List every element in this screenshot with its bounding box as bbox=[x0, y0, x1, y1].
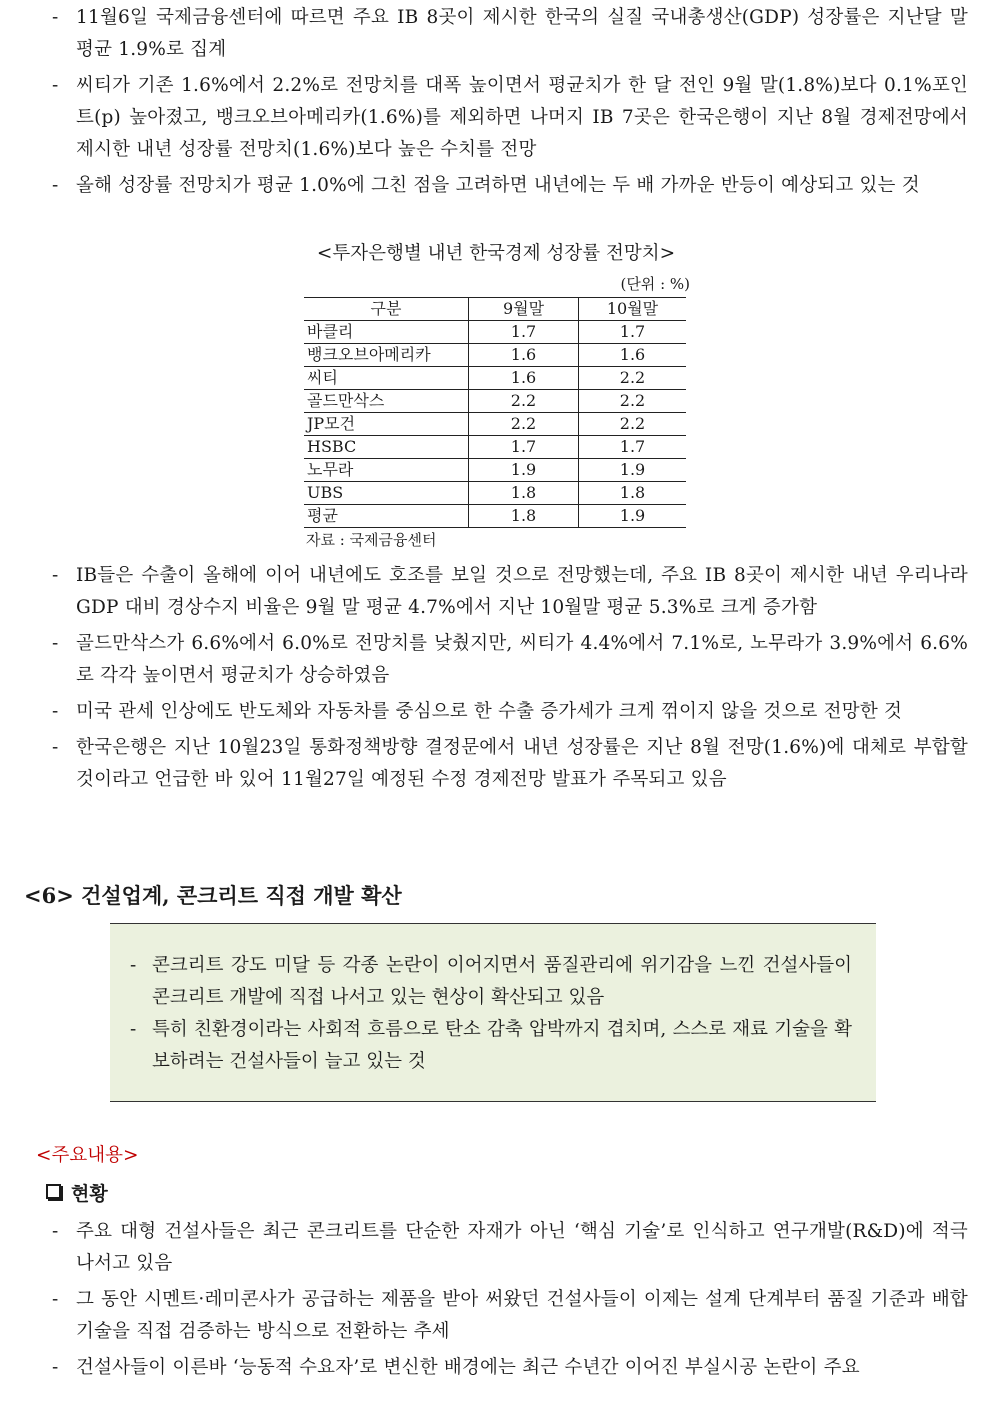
bank-name: 평균 bbox=[304, 505, 469, 528]
table-source: 자료 : 국제금융센터 bbox=[306, 531, 437, 549]
bank-name: UBS bbox=[304, 482, 469, 505]
bullet-dash: - bbox=[52, 75, 59, 96]
bank-name: 골드만삭스 bbox=[304, 390, 469, 413]
bullet-item bbox=[0, 1352, 992, 1384]
oct-value: 1.7 bbox=[579, 321, 687, 344]
mid-bullet-list bbox=[0, 560, 992, 796]
bullet-item bbox=[0, 1284, 992, 1348]
bullet-text: 11월6일 국제금융센터에 따르면 주요 IB 8곳이 제시한 한국의 실질 국내총생산(GDP) 성장률은 지난달 말 평균 1.9%로 집계 bbox=[76, 7, 968, 60]
table-unit: (단위 : %) bbox=[620, 275, 690, 293]
oct-value: 1.9 bbox=[579, 459, 687, 482]
bullet-dash: - bbox=[52, 701, 59, 722]
sep-value: 1.6 bbox=[469, 344, 579, 367]
sep-value: 1.9 bbox=[469, 459, 579, 482]
summary-item bbox=[130, 950, 852, 1014]
table-row bbox=[304, 413, 686, 436]
status-heading bbox=[46, 1178, 108, 1210]
bullet-item bbox=[0, 560, 992, 624]
bullet-dash: - bbox=[52, 1289, 59, 1310]
table-row-average bbox=[304, 505, 686, 528]
table-row bbox=[304, 482, 686, 505]
bank-name: 노무라 bbox=[304, 459, 469, 482]
summary-box bbox=[110, 923, 876, 1102]
status-heading-text: 현황 bbox=[71, 1183, 108, 1205]
bullet-item bbox=[0, 70, 992, 166]
sep-value: 1.8 bbox=[469, 482, 579, 505]
bullet-dash: - bbox=[52, 633, 59, 654]
summary-item bbox=[130, 1014, 852, 1078]
checkbox-square-icon bbox=[46, 1184, 61, 1199]
bullet-dash: - bbox=[52, 737, 59, 758]
bank-name: JP모건 bbox=[304, 413, 469, 436]
column-header: 구분 bbox=[304, 298, 469, 321]
table-header-row bbox=[304, 298, 686, 321]
bullet-item bbox=[0, 1216, 992, 1280]
sep-value: 1.7 bbox=[469, 436, 579, 459]
oct-value: 1.8 bbox=[579, 482, 687, 505]
bank-name: HSBC bbox=[304, 436, 469, 459]
bullet-dash: - bbox=[52, 175, 59, 196]
bullet-item bbox=[0, 628, 992, 692]
table-row bbox=[304, 390, 686, 413]
sep-value: 2.2 bbox=[469, 413, 579, 436]
bullet-item bbox=[0, 170, 992, 202]
bullet-text: 그 동안 시멘트·레미콘사가 공급하는 제품을 받아 써왔던 건설사들이 이제는 설계 단계부터 품질 기준과 배합 기술을 직접 검증하는 방식으로 전환하는 추세 bbox=[76, 1289, 968, 1342]
bullet-item bbox=[0, 2, 992, 66]
sep-value: 2.2 bbox=[469, 390, 579, 413]
bullet-text: 건설사들이 이른바 ‘능동적 수요자’로 변신한 배경에는 최근 수년간 이어진 부실시공 논란이 주요 bbox=[76, 1357, 860, 1378]
table-row bbox=[304, 367, 686, 390]
oct-value: 2.2 bbox=[579, 390, 687, 413]
bullet-text: 씨티가 기존 1.6%에서 2.2%로 전망치를 대폭 높이면서 평균치가 한 달 전인 9월 말(1.8%)보다 0.1%포인트(p) 높아졌고, 뱅크오브아메리카(1.6%)를 제외하면 나머지 IB 7곳은 한국은행이 지난 8월 경제전망에서 제시한 내년 성장률 전망치(1.6%)보다 높은 수치를 전망 bbox=[76, 75, 968, 160]
bullet-text: 올해 성장률 전망치가 평균 1.0%에 그친 점을 고려하면 내년에는 두 배 가까운 반등이 예상되고 있는 것 bbox=[76, 175, 920, 196]
sep-value: 1.8 bbox=[469, 505, 579, 528]
bank-name: 뱅크오브아메리카 bbox=[304, 344, 469, 367]
oct-value: 2.2 bbox=[579, 367, 687, 390]
bullet-dash: - bbox=[52, 7, 59, 28]
summary-text: 특히 친환경이라는 사회적 흐름으로 탄소 감축 압박까지 겹치며, 스스로 재료 기술을 확보하려는 건설사들이 늘고 있는 것 bbox=[152, 1019, 852, 1072]
main-content-heading: <주요내용> bbox=[36, 1145, 139, 1166]
oct-value: 1.6 bbox=[579, 344, 687, 367]
bank-name: 바클리 bbox=[304, 321, 469, 344]
sep-value: 1.7 bbox=[469, 321, 579, 344]
bullet-item bbox=[0, 732, 992, 796]
bullet-dash: - bbox=[52, 565, 59, 586]
column-header: 9월말 bbox=[469, 298, 579, 321]
oct-value: 1.9 bbox=[579, 505, 687, 528]
bullet-item bbox=[0, 696, 992, 728]
bullet-text: IB들은 수출이 올해에 이어 내년에도 호조를 보일 것으로 전망했는데, 주요 IB 8곳이 제시한 내년 우리나라 GDP 대비 경상수지 비율은 9월 말 평균 4.7%에서 지난 10월말 평균 5.3%로 크게 증가함 bbox=[76, 565, 968, 618]
bullet-text: 한국은행은 지난 10월23일 통화정책방향 결정문에서 내년 성장률은 지난 8월 전망(1.6%)에 대체로 부합할 것이라고 언급한 바 있어 11월27일 예정된 수정 경제전망 발표가 주목되고 있음 bbox=[76, 737, 968, 790]
bullet-dash: - bbox=[130, 955, 137, 976]
bullet-text: 주요 대형 건설사들은 최근 콘크리트를 단순한 자재가 아닌 ‘핵심 기술’로 인식하고 연구개발(R&D)에 적극 나서고 있음 bbox=[76, 1221, 968, 1274]
summary-text: 콘크리트 강도 미달 등 각종 논란이 이어지면서 품질관리에 위기감을 느낀 건설사들이 콘크리트 개발에 직접 나서고 있는 현상이 확산되고 있음 bbox=[152, 955, 852, 1008]
bullet-dash: - bbox=[52, 1357, 59, 1378]
bullet-dash: - bbox=[52, 1221, 59, 1242]
table-caption: <투자은행별 내년 한국경제 성장률 전망치> bbox=[316, 243, 676, 264]
bullet-text: 미국 관세 인상에도 반도체와 자동차를 중심으로 한 수출 증가세가 크게 꺾이지 않을 것으로 전망한 것 bbox=[76, 701, 903, 722]
bullet-dash: - bbox=[130, 1019, 137, 1040]
table-row bbox=[304, 344, 686, 367]
forecast-table bbox=[304, 297, 686, 528]
sep-value: 1.6 bbox=[469, 367, 579, 390]
bank-name: 씨티 bbox=[304, 367, 469, 390]
oct-value: 1.7 bbox=[579, 436, 687, 459]
oct-value: 2.2 bbox=[579, 413, 687, 436]
table-row bbox=[304, 459, 686, 482]
column-header: 10월말 bbox=[579, 298, 687, 321]
top-bullet-list bbox=[0, 2, 992, 202]
table-row bbox=[304, 321, 686, 344]
section-title: <6> 건설업계, 콘크리트 직접 개발 확산 bbox=[24, 883, 402, 908]
table-row bbox=[304, 436, 686, 459]
status-bullet-list bbox=[0, 1216, 992, 1384]
bullet-text: 골드만삭스가 6.6%에서 6.0%로 전망치를 낮췄지만, 씨티가 4.4%에서 7.1%로, 노무라가 3.9%에서 6.6%로 각각 높이면서 평균치가 상승하였음 bbox=[76, 633, 968, 686]
